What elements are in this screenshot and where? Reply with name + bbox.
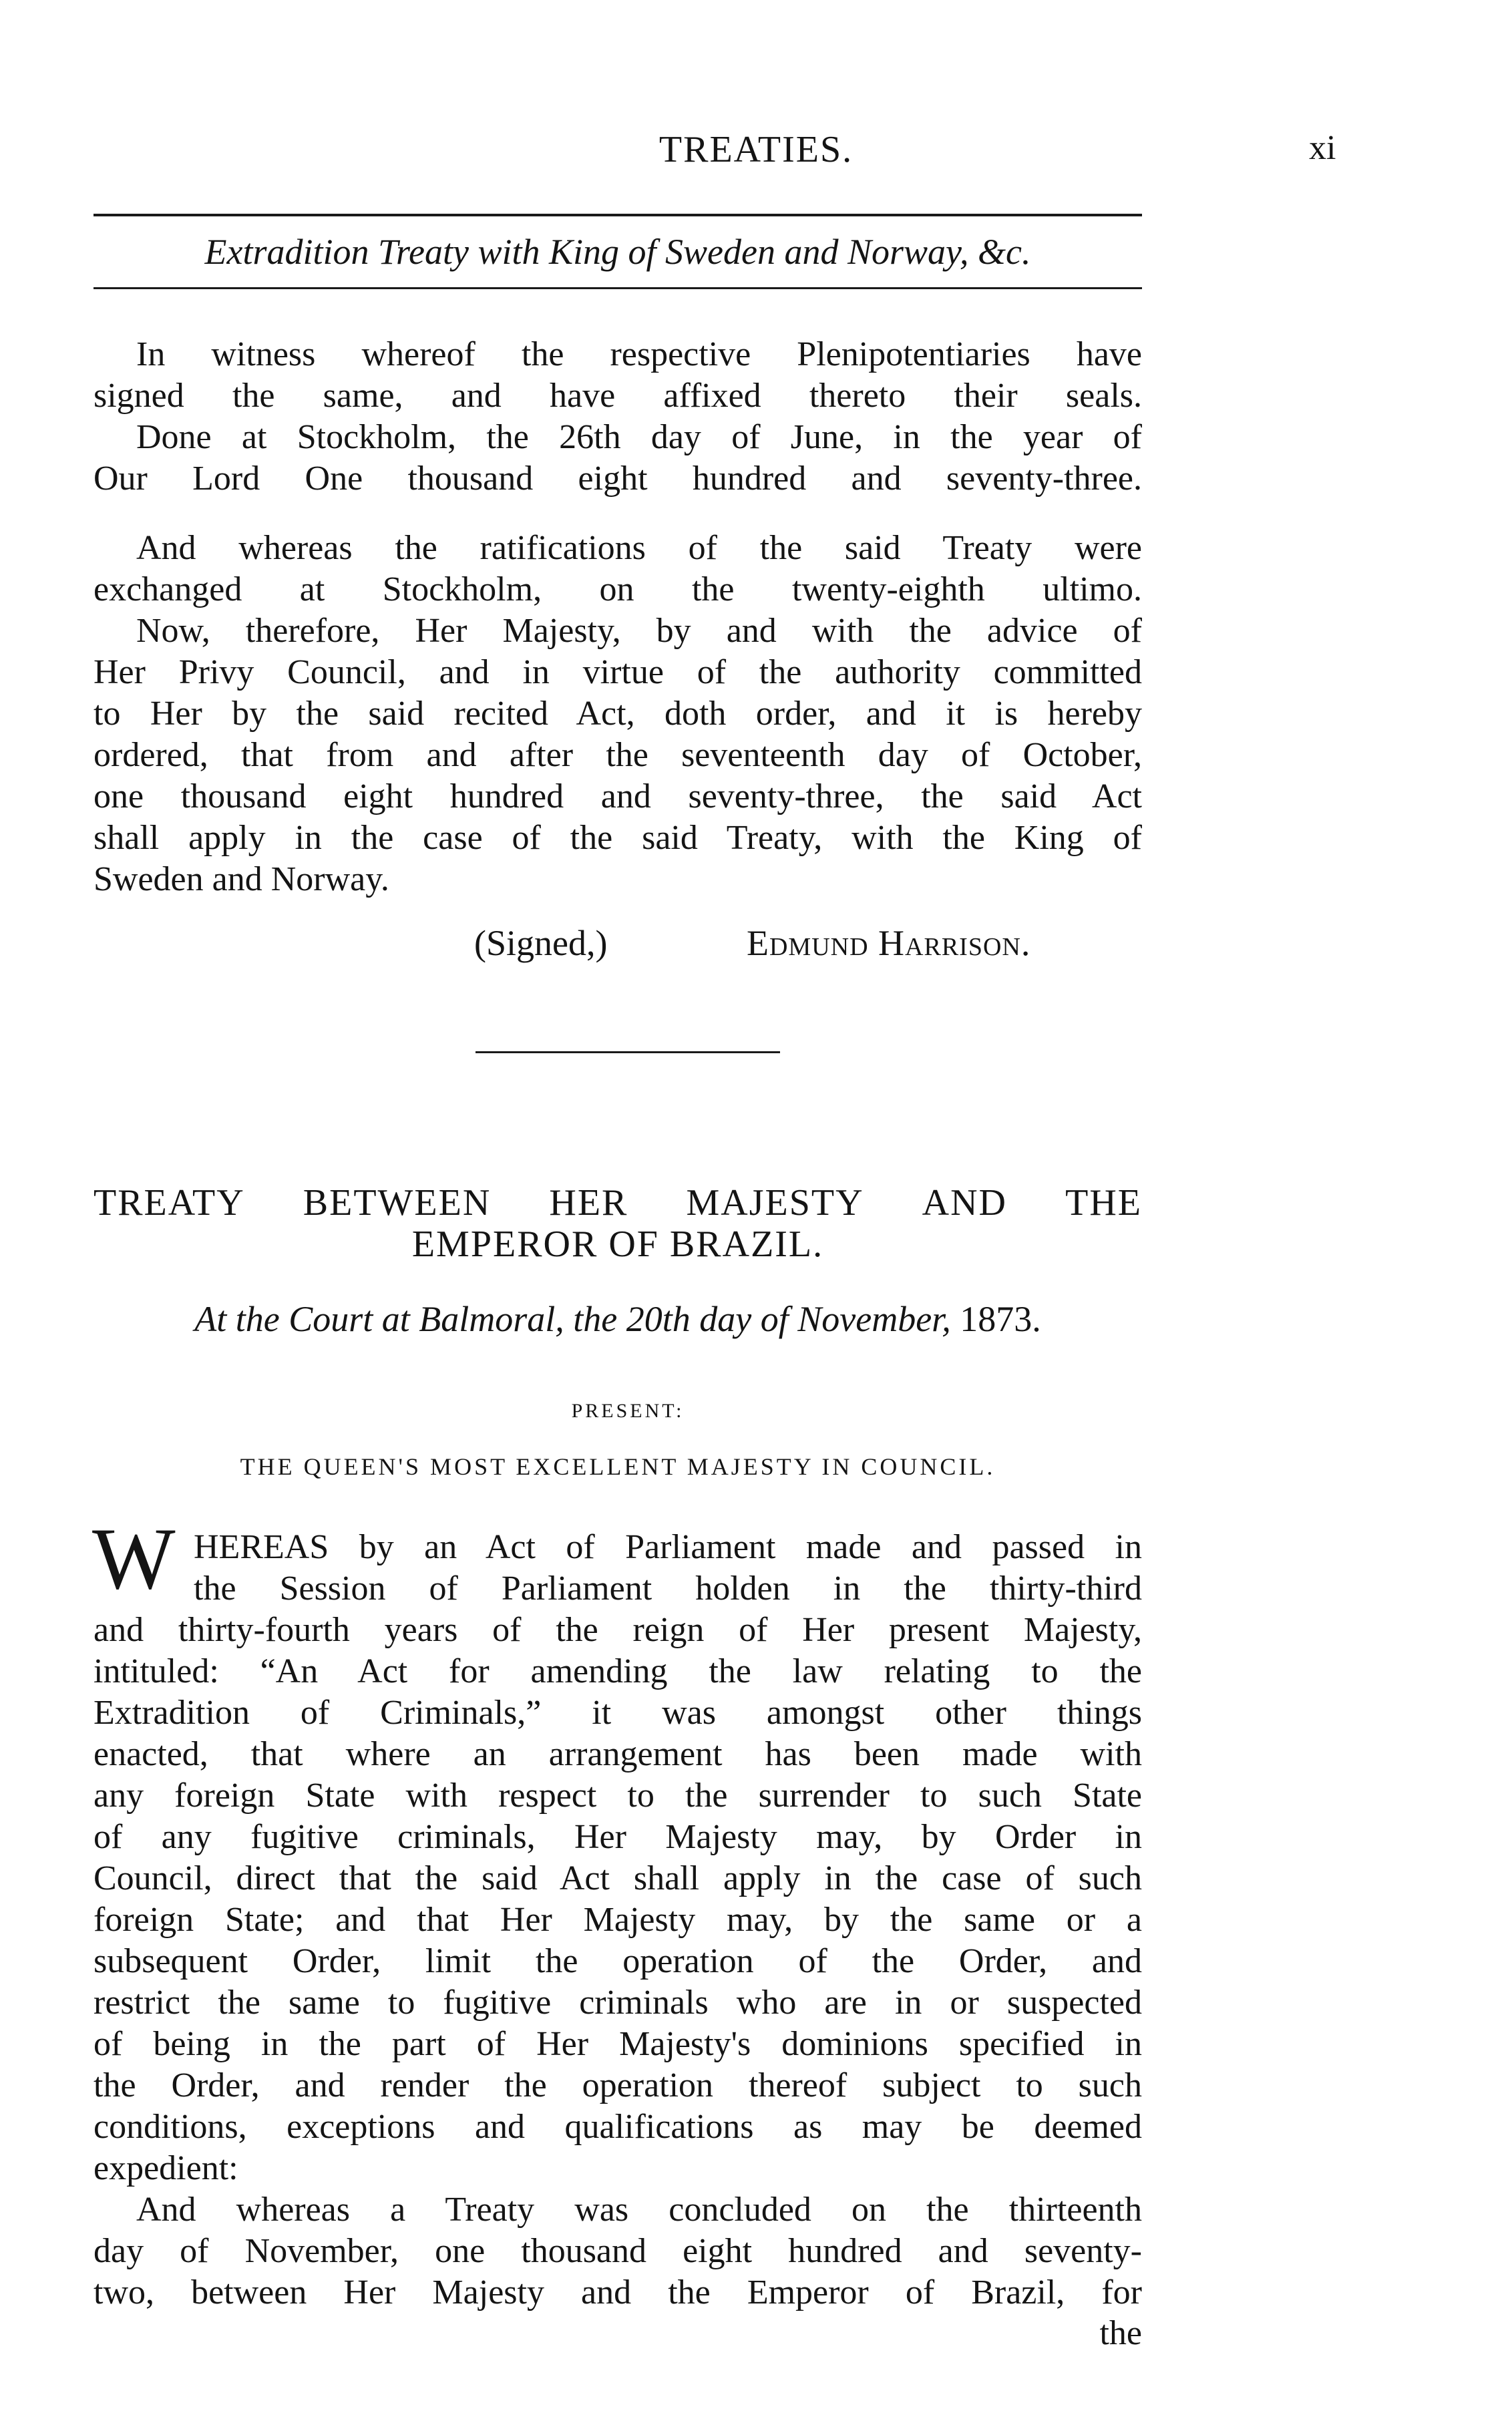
text-line: one thousand eight hundred and seventy-three, the said Act (93, 777, 1142, 815)
text-line: shall apply in the case of the said Treaty, with the King of (93, 819, 1142, 857)
title-word: BETWEEN (303, 1182, 492, 1224)
text-line: exchanged at Stockholm, on the twenty-eighth ultimo. (93, 570, 1142, 608)
title-word: MAJESTY (686, 1182, 864, 1224)
text-line: and thirty-fourth years of the reign of Her present Majesty, (93, 1611, 1142, 1649)
text-line: intituled: “An Act for amending the law relating to the (93, 1652, 1142, 1690)
text-line: conditions, exceptions and qualifications as may be deemed (93, 2108, 1142, 2146)
text-line: Now, therefore, Her Majesty, by and with the advice of (136, 612, 1142, 650)
page-number: xi (1309, 129, 1336, 167)
text-line: of any fugitive criminals, Her Majesty may, by Order in (93, 1818, 1142, 1856)
text-line: And whereas a Treaty was concluded on the thirteenth (136, 2191, 1142, 2229)
text-line: the Order, and render the operation thereof subject to such (93, 2066, 1142, 2104)
court-text: At the Court at Balmoral, the 20th day of November, (194, 1299, 951, 1339)
text-line: restrict the same to fugitive criminals who are in or suspected (93, 1984, 1142, 2022)
text-line: foreign State; and that Her Majesty may, by the same or a (93, 1901, 1142, 1939)
subhead-rule (93, 287, 1142, 289)
title-line-2: EMPEROR OF BRAZIL. (411, 1224, 824, 1265)
text-line: two, between Her Majesty and the Emperor of Brazil, for (93, 2273, 1142, 2311)
text-line: Her Privy Council, and in virtue of the authority committed (93, 653, 1142, 691)
text-line: In witness whereof the respective Plenipotentiaries have (136, 335, 1142, 373)
catchword: the (1099, 2314, 1142, 2352)
text-line: ordered, that from and after the seventeenth day of October, (93, 736, 1142, 774)
title-word: AND (922, 1182, 1007, 1224)
council-line: THE QUEEN'S MOST EXCELLENT MAJESTY IN COUNCIL. (240, 1453, 996, 1480)
header-rule (93, 214, 1142, 216)
title-word: TREATY (93, 1182, 245, 1224)
text-line: expedient: (93, 2149, 238, 2187)
text-line: signed the same, and have affixed thereto their seals. (93, 377, 1142, 415)
drop-cap: W (92, 1509, 176, 1608)
title-word: HER (549, 1182, 628, 1224)
text-line: to Her by the said recited Act, doth order, and it is hereby (93, 695, 1142, 733)
text-line: enacted, that where an arrangement has been made with (93, 1735, 1142, 1773)
signatory-name: Edmund Harrison. (747, 923, 1031, 963)
title-word: THE (1065, 1182, 1142, 1224)
section-divider (476, 1051, 780, 1053)
ratification-paragraph (93, 528, 1142, 900)
witness-paragraph (93, 334, 1142, 500)
text-line: And whereas the ratifications of the said Treaty were (136, 529, 1142, 567)
text-line: Done at Stockholm, the 26th day of June, in the year of (136, 418, 1142, 456)
court-year: 1873. (960, 1299, 1041, 1339)
text-line: Our Lord One thousand eight hundred and seventy-three. (93, 459, 1142, 498)
treaty-title (93, 1182, 1142, 1265)
text-line: Sweden and Norway. (93, 860, 389, 898)
text-line: any foreign State with respect to the surrender to such State (93, 1777, 1142, 1815)
text-line: HEREAS by an Act of Parliament made and passed in (194, 1528, 1142, 1566)
text-line: of being in the part of Her Majesty's dominions specified in (93, 2025, 1142, 2063)
court-dateline (93, 1301, 1142, 1337)
text-line: Council, direct that the said Act shall apply in the case of such (93, 1859, 1142, 1897)
text-line: day of November, one thousand eight hundred and seventy- (93, 2232, 1142, 2270)
text-line: Extradition of Criminals,” it was amongst other things (93, 1694, 1142, 1732)
present-label: PRESENT: (571, 1400, 685, 1422)
whereas-paragraph (93, 1527, 1142, 2313)
running-head: TREATIES. (658, 129, 854, 170)
text-line: the Session of Parliament holden in the thirty-third (194, 1569, 1142, 1608)
text-line: subsequent Order, limit the operation of the Order, and (93, 1942, 1142, 1980)
signature-label: (Signed,) (474, 923, 608, 963)
section-subhead: Extradition Treaty with King of Sweden and Norway, &c. (204, 232, 1031, 272)
